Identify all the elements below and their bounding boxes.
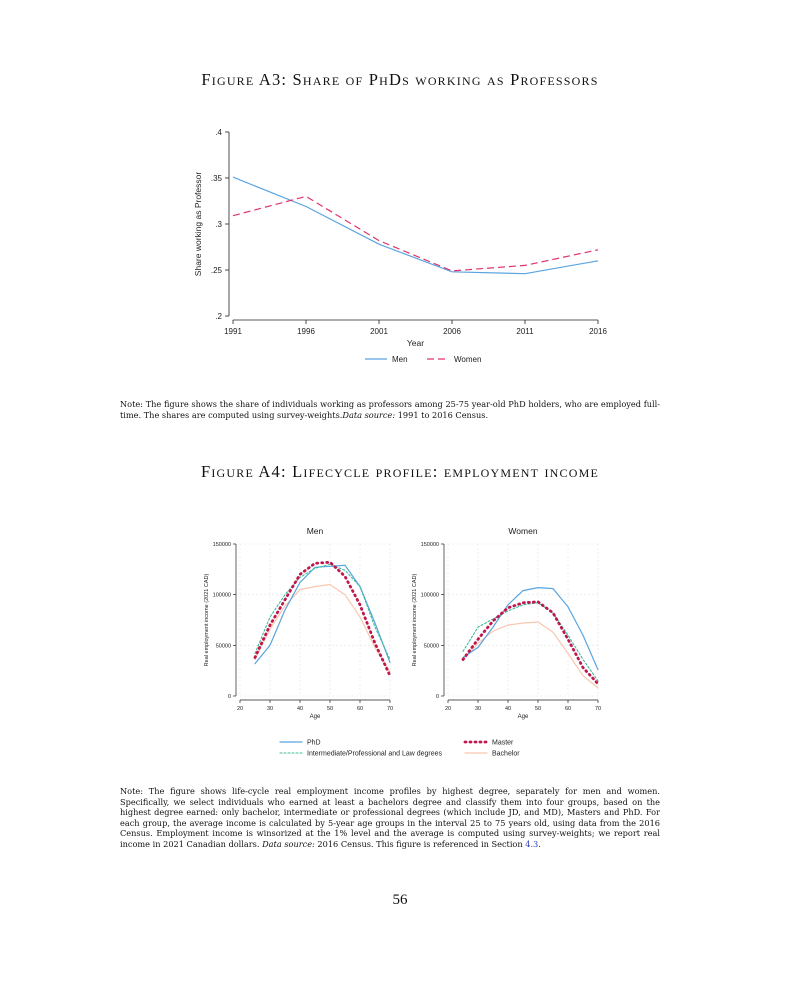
y-tick-label: 150000 (420, 542, 439, 548)
series-line-intermediate (463, 603, 598, 681)
panel-title: Men (306, 526, 324, 536)
note-prefix: Note: (120, 399, 143, 409)
note-source-label: Data source: (262, 838, 315, 849)
x-tick-label: 50 (534, 706, 542, 712)
legend-label-bachelor: Bachelor (492, 750, 520, 758)
y-tick-label: 150000 (212, 542, 231, 548)
series-line-men (233, 177, 598, 274)
x-axis-title: Age (309, 714, 321, 720)
y-tick-label: 100000 (420, 592, 439, 599)
x-tick-label: 20 (236, 706, 244, 712)
note-source: 1991 to 2016 Census. (395, 409, 489, 420)
x-tick-label: 60 (356, 706, 364, 712)
x-tick-label: 2011 (516, 327, 534, 336)
x-tick-label: 40 (504, 706, 512, 712)
x-tick-label: 30 (474, 706, 482, 712)
x-tick-label: 1991 (224, 327, 242, 336)
y-tick-label: 0 (227, 694, 231, 700)
x-tick-label: 60 (564, 706, 572, 712)
y-tick-label: 0 (435, 694, 439, 700)
legend-label-master: Master (492, 739, 514, 747)
x-axis-title: Year (406, 338, 425, 348)
panel-women (412, 526, 601, 720)
x-tick-label: 30 (266, 706, 274, 712)
figure-a4-note (120, 786, 660, 850)
figure-a3-chart (185, 120, 625, 380)
y-tick-label: .35 (210, 174, 222, 183)
x-tick-label: 70 (594, 706, 602, 712)
y-tick-label: 50000 (215, 643, 231, 650)
y-axis-title: Real employment income (2021 CAD) (412, 573, 418, 667)
y-tick-label: .2 (215, 312, 222, 321)
panel-men (204, 526, 393, 720)
x-tick-label: 20 (444, 706, 452, 712)
page-number: 56 (392, 892, 408, 908)
y-tick-label: .3 (215, 220, 222, 229)
note-body: The figure shows the share of individuals working as professors among 25-75 year-old PhD holders, who are employed full-time. The shares are computed using survey-weights. (120, 399, 660, 420)
legend-label-men: Men (392, 355, 408, 364)
x-tick-label: 2001 (370, 327, 388, 336)
note-end: . (538, 838, 541, 849)
x-tick-label: 50 (326, 706, 334, 712)
legend-label-women: Women (454, 355, 482, 364)
series-line-master (255, 562, 390, 676)
x-tick-label: 2006 (443, 327, 461, 336)
note-body: The figure shows life-cycle real employment income profiles by highest degree, separately for men and women. Specifically, we select individuals who earned at least a bachelors degree and classify them into four groups, based on the highest degree earned: only bachelor, intermediate or professional degrees (which include JD, and MD), Masters and PhD. For each group, the average income is calculated by 5-year age groups in the interval 25 to 75 years old, using data from the 2016 Census. Employment income is winsorized at the 1% level and the average is computed using survey-weights; we report real income in 2021 Canadian dollars. (120, 786, 660, 849)
series-line-women (233, 196, 598, 271)
y-tick-label: 100000 (212, 592, 231, 599)
note-source: 2016 Census. This figure is referenced in Section (314, 838, 526, 849)
y-axis-title: Real employment income (2021 CAD) (204, 573, 210, 667)
x-tick-label: 1996 (297, 327, 315, 336)
figure-a4-chart (190, 518, 620, 768)
y-tick-label: 50000 (423, 643, 439, 650)
x-tick-label: 40 (296, 706, 304, 712)
y-tick-label: .25 (210, 266, 222, 275)
y-tick-label: .4 (215, 128, 222, 137)
figure-a3-title: Figure A3: Share of PhDs working as Professors (201, 70, 599, 89)
panel-title: Women (508, 526, 538, 536)
figure-a4-title: Figure A4: Lifecycle profile: employment income (200, 462, 600, 481)
section-ref-link[interactable]: 4.3 (525, 838, 539, 849)
y-axis-title: Share working as Professor (193, 171, 203, 277)
x-tick-label: 70 (386, 706, 394, 712)
note-prefix: Note: (120, 786, 143, 796)
series-line-master (463, 602, 598, 684)
legend-label-intermediate: Intermediate/Professional and Law degrees (307, 750, 443, 758)
x-tick-label: 2016 (589, 327, 607, 336)
legend-label-phd: PhD (307, 739, 321, 747)
x-axis-title: Age (517, 714, 529, 720)
figure-a3-note (120, 399, 660, 420)
note-source-label: Data source: (342, 409, 396, 420)
